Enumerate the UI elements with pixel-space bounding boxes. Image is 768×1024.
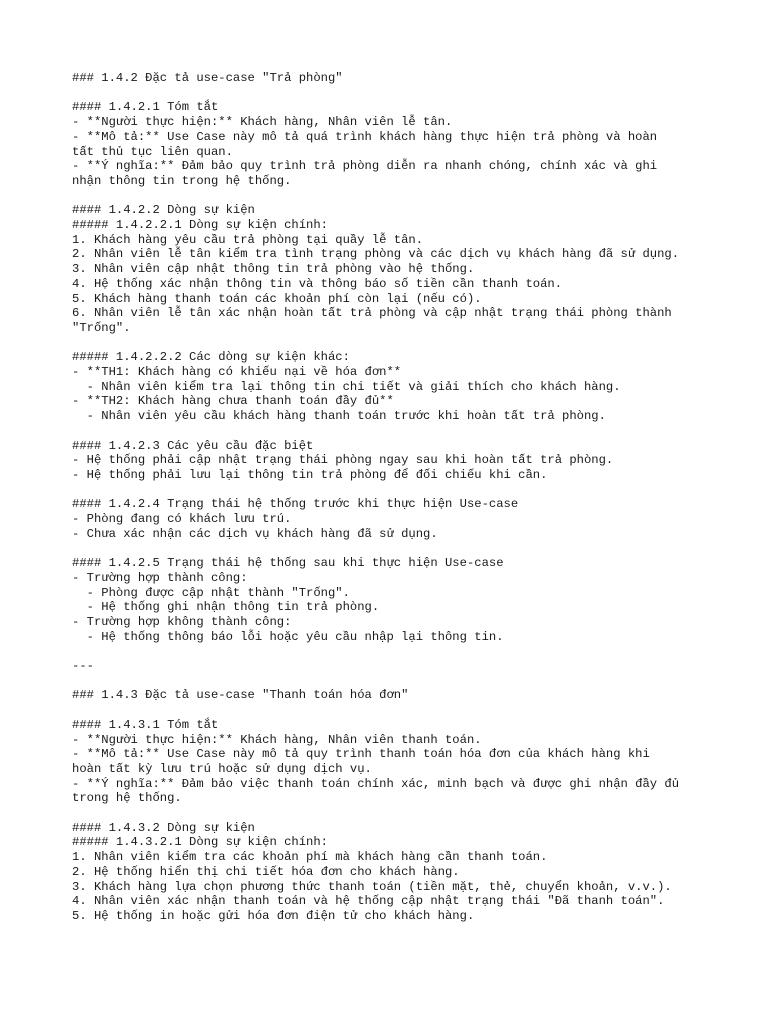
text-line: - **Ý nghĩa:** Đảm bảo quy trình trả phòng diễn ra nhanh chóng, chính xác và ghi bbox=[72, 159, 658, 174]
blank-line bbox=[72, 483, 732, 498]
text-line: - Hệ thống phải lưu lại thông tin trả phòng để đối chiếu khi cần. bbox=[72, 467, 548, 482]
text-line: 5. Hệ thống in hoặc gửi hóa đơn điện tử cho khách hàng. bbox=[72, 908, 475, 923]
blank-line bbox=[72, 806, 732, 821]
text-line: #### 1.4.2.5 Trạng thái hệ thống sau khi thực hiện Use-case bbox=[72, 556, 504, 571]
text-line: ##### 1.4.2.2.1 Dòng sự kiện chính: bbox=[72, 218, 328, 232]
text-line: ##### 1.4.3.2.1 Dòng sự kiện chính: bbox=[72, 835, 328, 850]
text-line: 6. Nhân viên lễ tân xác nhận hoàn tất trả phòng và cập nhật trạng thái phòng thành bbox=[72, 306, 672, 321]
text-line: 1. Khách hàng yêu cầu trả phòng tại quầy lễ tân. bbox=[72, 232, 424, 247]
text-line: 4. Hệ thống xác nhận thông tin và thông báo số tiền cần thanh toán. bbox=[72, 276, 563, 291]
text-line: ### 1.4.3 Đặc tả use-case "Thanh toán hóa đơn" bbox=[72, 688, 409, 703]
text-line: - **Mô tả:** Use Case này mô tả quy trình thanh toán hóa đơn của khách hàng khi bbox=[72, 747, 650, 762]
text-line: - Chưa xác nhận các dịch vụ khách hàng đã sử dụng. bbox=[72, 526, 438, 541]
text-line: 2. Nhân viên lễ tân kiểm tra tình trạng phòng và các dịch vụ khách hàng đã sử dụng. bbox=[72, 247, 680, 262]
blank-line bbox=[72, 336, 732, 351]
text-line: 5. Khách hàng thanh toán các khoản phí còn lại (nếu có). bbox=[72, 291, 482, 306]
text-line: - Hệ thống thông báo lỗi hoặc yêu cầu nhập lại thông tin. bbox=[72, 629, 504, 644]
text-line: 1. Nhân viên kiểm tra các khoản phí mà khách hàng cần thanh toán. bbox=[72, 850, 548, 865]
text-line: --- bbox=[72, 659, 94, 674]
text-line: - **TH2: Khách hàng chưa thanh toán đầy đủ** bbox=[72, 394, 394, 409]
text-line: ### 1.4.2 Đặc tả use-case "Trả phòng" bbox=[72, 71, 343, 85]
text-line: 3. Khách hàng lựa chọn phương thức thanh toán (tiền mặt, thẻ, chuyển khoản, v.v.). bbox=[72, 879, 672, 894]
text-line: - Trường hợp không thành công: bbox=[72, 614, 292, 629]
text-line: #### 1.4.2.2 Dòng sự kiện bbox=[72, 203, 255, 218]
text-line: 4. Nhân viên xác nhận thanh toán và hệ thống cập nhật trạng thái "Đã thanh toán". bbox=[72, 894, 665, 909]
text-line: - **Ý nghĩa:** Đảm bảo việc thanh toán chính xác, minh bạch và được ghi nhận đầy đủ bbox=[72, 776, 680, 791]
text-line: #### 1.4.3.2 Dòng sự kiện bbox=[72, 820, 255, 835]
blank-line bbox=[72, 541, 732, 556]
text-line: #### 1.4.2.1 Tóm tắt bbox=[72, 100, 219, 115]
text-line: #### 1.4.2.3 Các yêu cầu đặc biệt bbox=[72, 438, 314, 453]
blank-line bbox=[72, 644, 732, 659]
text-line: - **TH1: Khách hàng có khiếu nại về hóa đơn** bbox=[72, 365, 402, 380]
text-line: tất thủ tục liên quan. bbox=[72, 144, 233, 159]
text-line: - Nhân viên kiểm tra lại thông tin chi tiết và giải thích cho khách hàng. bbox=[72, 379, 621, 394]
blank-line bbox=[72, 424, 732, 439]
blank-line bbox=[72, 703, 732, 718]
text-line: - **Mô tả:** Use Case này mô tả quá trình khách hàng thực hiện trả phòng và hoàn bbox=[72, 129, 658, 144]
text-line: - Phòng đang có khách lưu trú. bbox=[72, 512, 292, 527]
text-line: - **Người thực hiện:** Khách hàng, Nhân viên lễ tân. bbox=[72, 115, 453, 130]
text-line: ##### 1.4.2.2.2 Các dòng sự kiện khác: bbox=[72, 350, 350, 365]
text-line: 2. Hệ thống hiển thị chi tiết hóa đơn cho khách hàng. bbox=[72, 864, 460, 879]
text-line: #### 1.4.3.1 Tóm tắt bbox=[72, 717, 219, 732]
text-line: #### 1.4.2.4 Trạng thái hệ thống trước khi thực hiện Use-case bbox=[72, 497, 519, 512]
text-line: hoàn tất kỳ lưu trú hoặc sử dụng dịch vụ. bbox=[72, 761, 372, 776]
text-line: trong hệ thống. bbox=[72, 791, 182, 806]
text-line: - Hệ thống ghi nhận thông tin trả phòng. bbox=[72, 600, 380, 615]
text-line: - **Người thực hiện:** Khách hàng, Nhân viên thanh toán. bbox=[72, 732, 482, 747]
text-line: "Trống". bbox=[72, 320, 131, 335]
text-line: - Phòng được cập nhật thành "Trống". bbox=[72, 585, 350, 600]
text-line: - Nhân viên yêu cầu khách hàng thanh toán trước khi hoàn tất trả phòng. bbox=[72, 409, 606, 424]
text-line: 3. Nhân viên cập nhật thông tin trả phòng vào hệ thống. bbox=[72, 262, 475, 277]
text-line: - Hệ thống phải cập nhật trạng thái phòng ngay sau khi hoàn tất trả phòng. bbox=[72, 453, 614, 468]
text-line: - Trường hợp thành công: bbox=[72, 570, 248, 585]
text-line: nhận thông tin trong hệ thống. bbox=[72, 173, 292, 188]
document-page bbox=[72, 71, 732, 924]
blank-line bbox=[72, 86, 732, 101]
blank-line bbox=[72, 189, 732, 204]
blank-line bbox=[72, 674, 732, 689]
